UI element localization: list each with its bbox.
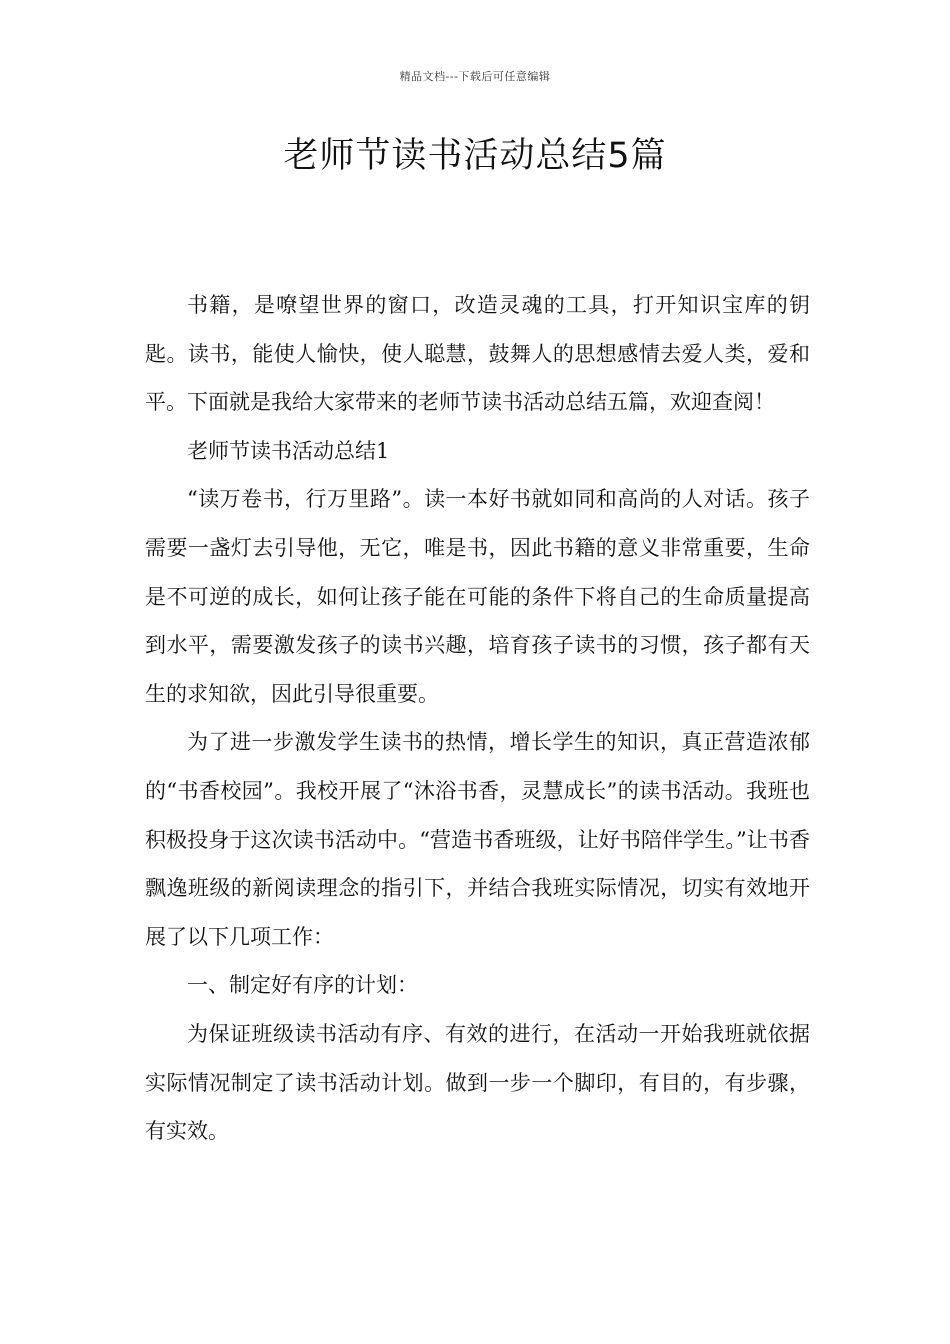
section-heading-1: 老师节读书活动总结1 [187, 438, 390, 463]
document-title: 老师节读书活动总结5篇 [283, 136, 667, 176]
paragraph-section-1-b: 为了进一步激发学生读书的热情，增长学生的知识，真正营造浓郁的“书香校园”。我校开展了“沐浴书香，灵慧成长”的读书活动。我班也积极投身于这次读书活动中。“营造书香班级，让好书陪伴学生。”让书香飘逸班级的新阅读理念的指引下，并结合我班实际情况，切实有效地开展了以下几项工作： [145, 730, 810, 949]
paragraph-section-1-a: “读万卷书，行万里路”。读一本好书就如同和高尚的人对话。孩子需要一盏灯去引导他，无它，唯是书，因此书籍的意义非常重要，生命是不可逆的成长，如何让孩子能在可能的条件下将自己的生命质量提高到水平，需要激发孩子的读书兴趣，培育孩子读书的习惯，孩子都有天生的求知欲，因此引导很重要。 [145, 487, 810, 706]
paragraph-intro: 书籍，是嘹望世界的窗口，改造灵魂的工具，打开知识宝库的钥匙。读书，能使人愉快，使人聪慧，鼓舞人的思想感情去爱人类，爱和平。下面就是我给大家带来的老师节读书活动总结五篇，欢迎查阅！ [145, 293, 810, 415]
header-note: 精品文档---下载后可任意编辑 [399, 70, 551, 83]
document-body [145, 281, 810, 1156]
paragraph-plan: 为保证班级读书活动有序、有效的进行，在活动一开始我班就依据实际情况制定了读书活动计划。做到一步一个脚印，有目的，有步骤，有实效。 [145, 1021, 810, 1144]
subheading-plan: 一、制定好有序的计划： [187, 973, 418, 998]
